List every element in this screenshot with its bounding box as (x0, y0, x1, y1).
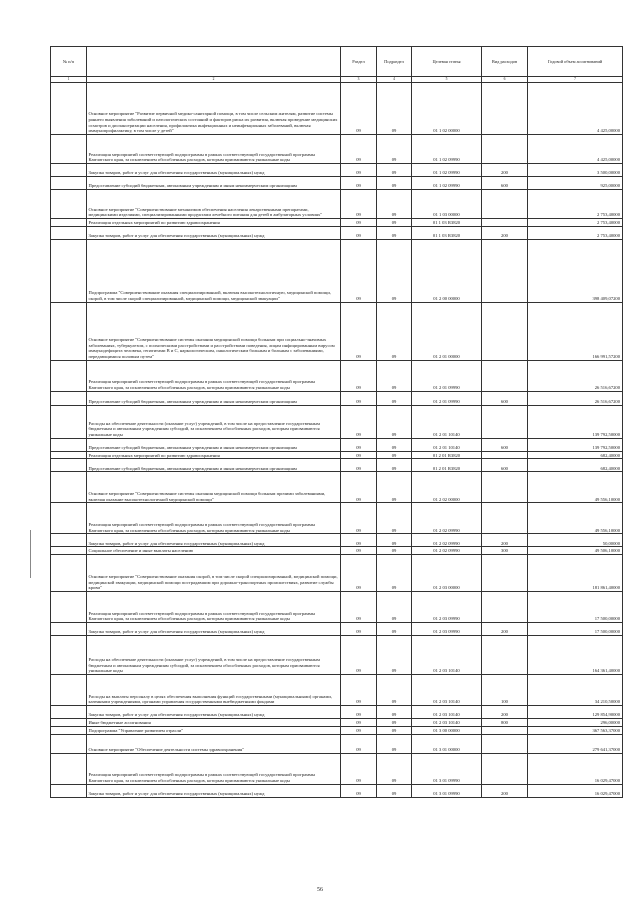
cell-subsection: 09 (377, 239, 412, 302)
cell-section: 09 (341, 438, 377, 451)
table-row (51, 734, 623, 753)
cell-number (51, 405, 87, 438)
cell-section: 09 (341, 451, 377, 459)
cell-target-article: 01 1 02 09990 (412, 135, 482, 164)
cell-expense-type (482, 360, 528, 391)
cell-section: 09 (341, 555, 377, 592)
cell-subsection: 09 (377, 405, 412, 438)
cell-amount: 398 409,07200 (528, 239, 623, 302)
cell-expense-type (482, 472, 528, 503)
table-row (51, 706, 623, 719)
cell-expense-type (482, 239, 528, 302)
cell-number (51, 734, 87, 753)
cell-number (51, 164, 87, 177)
cell-expense-type: 200 (482, 164, 528, 177)
cell-number (51, 534, 87, 547)
cell-subsection: 09 (377, 555, 412, 592)
cell-subsection: 09 (377, 164, 412, 177)
cell-amount: 164 361,40000 (528, 636, 623, 675)
cell-subsection: 09 (377, 226, 412, 239)
cell-expense-type (482, 135, 528, 164)
cell-name: Расходы на обеспечение деятельности (оказание услуг) учреждений, в том числе на предоставление государственным бюджетным и автономным учреждениям субсидий, за исключением обособленных расходов, которым присваиваются уникальные коды (87, 405, 341, 438)
cell-amount: 50,00000 (528, 534, 623, 547)
cell-number (51, 719, 87, 727)
cell-section: 09 (341, 753, 377, 784)
cell-target-article: 01 2 02 09990 (412, 534, 482, 547)
table-row (51, 219, 623, 227)
cell-amount: 181 861,40000 (528, 555, 623, 592)
header-number: № п/п (51, 47, 87, 77)
table-row (51, 190, 623, 219)
cell-name: Расходы на выплаты персоналу в целях обеспечения выполнения функций государственными (муниципальными) органами, казенными учреждениями, органами управления государственными внебюджетными фондами (87, 675, 341, 706)
cell-target-article: 01 3 01 00000 (412, 734, 482, 753)
table-row (51, 302, 623, 360)
header-expense-type: Вид расходов (482, 47, 528, 77)
cell-section: 09 (341, 226, 377, 239)
table-row (51, 391, 623, 405)
cell-number (51, 177, 87, 190)
table-row (51, 726, 623, 734)
cell-name: Закупка товаров, работ и услуг для обеспечения государственных (муниципальных) нужд (87, 623, 341, 636)
table-row (51, 592, 623, 623)
cell-subsection: 09 (377, 675, 412, 706)
cell-expense-type: 600 (482, 438, 528, 451)
cell-expense-type (482, 636, 528, 675)
cell-amount: 26 516,67200 (528, 391, 623, 405)
cell-target-article: 01 2 00 00000 (412, 239, 482, 302)
cell-number (51, 302, 87, 360)
cell-amount: 279 641,37000 (528, 734, 623, 753)
cell-target-article: 01 2 01 R3820 (412, 451, 482, 459)
cell-amount: 2 753,40000 (528, 190, 623, 219)
cell-name: Закупка товаров, работ и услуг для обеспечения государственных (муниципальных) нужд (87, 534, 341, 547)
cell-number (51, 547, 87, 555)
cell-target-article: 01 2 02 09990 (412, 547, 482, 555)
cell-subsection: 09 (377, 391, 412, 405)
cell-section: 09 (341, 503, 377, 534)
cell-amount: 26 516,67200 (528, 360, 623, 391)
cell-target-article: 01 1 02 09990 (412, 164, 482, 177)
table-row (51, 534, 623, 547)
cell-expense-type (482, 503, 528, 534)
cell-subsection: 09 (377, 547, 412, 555)
cell-target-article: 01 2 02 00000 (412, 472, 482, 503)
cell-amount: 367 563,37000 (528, 726, 623, 734)
cell-number (51, 190, 87, 219)
cell-name: Основное мероприятие "Развитие первичной медико-санитарной помощи, в том числе сельским жителям, развитие системы раннего выявления заболеваний и патологических состояний и факторов риска их развития, включая проведение медицинских осмотров и диспансеризации населения, профилактика инфекционных и неинфекционных заболеваний, включая иммунопрофилактику, в том числе у детей" (87, 83, 341, 135)
cell-name: Реализация мероприятий соответствующей подпрограммы в рамках соответствующей государственной программы Камчатского края, за исключением обособленных расходов, которым присваиваются уникальные коды (87, 360, 341, 391)
cell-subsection: 09 (377, 719, 412, 727)
cell-expense-type (482, 753, 528, 784)
header-amount: Годовой объем ассигнований (528, 47, 623, 77)
cell-target-article: 01 1 03 R3820 (412, 219, 482, 227)
cell-subsection: 09 (377, 734, 412, 753)
cell-section: 09 (341, 459, 377, 472)
cell-target-article: 01 2 01 09990 (412, 360, 482, 391)
cell-name: Закупка товаров, работ и услуг для обеспечения государственных (муниципальных) нужд (87, 226, 341, 239)
cell-section: 09 (341, 623, 377, 636)
cell-number (51, 636, 87, 675)
column-number: 1 (51, 77, 87, 83)
cell-amount: 925,00000 (528, 177, 623, 190)
cell-amount: 139 792,50000 (528, 405, 623, 438)
cell-subsection: 09 (377, 438, 412, 451)
header-target-article: Целевая статья (412, 47, 482, 77)
cell-expense-type: 100 (482, 675, 528, 706)
table-row (51, 636, 623, 675)
cell-target-article: 01 3 00 00000 (412, 726, 482, 734)
table-row (51, 623, 623, 636)
cell-amount: 4 425,00000 (528, 135, 623, 164)
cell-section: 09 (341, 83, 377, 135)
cell-subsection: 09 (377, 534, 412, 547)
cell-amount: 2 753,40000 (528, 219, 623, 227)
cell-amount: 3 500,00000 (528, 164, 623, 177)
cell-expense-type: 800 (482, 719, 528, 727)
cell-section: 09 (341, 177, 377, 190)
cell-section: 09 (341, 239, 377, 302)
cell-number (51, 555, 87, 592)
cell-target-article: 01 2 03 10140 (412, 719, 482, 727)
cell-name: Реализация мероприятий соответствующей подпрограммы в рамках соответствующей государственной программы Камчатского края, за исключением обособленных расходов, которым присваиваются уникальные коды (87, 592, 341, 623)
cell-subsection: 09 (377, 623, 412, 636)
cell-name: Закупка товаров, работ и услуг для обеспечения государственных (муниципальных) нужд (87, 164, 341, 177)
cell-number (51, 438, 87, 451)
table-row (51, 438, 623, 451)
cell-number (51, 592, 87, 623)
cell-name: Основное мероприятие "Совершенствование системы оказания медицинской помощи больным при социально-значимых заболеваниях, туберкулезом, с психическими расстройствами и расстройствами поведения, лицам инфицированным вирусом иммунодефицита человека, гепатитами B и C, наркологическим, онкологическим больным и больным с заболеваниями, передающимися половым путем" (87, 302, 341, 360)
table-row (51, 226, 623, 239)
header-subsection: Подраздел (377, 47, 412, 77)
cell-target-article: 01 3 01 09990 (412, 784, 482, 797)
cell-section: 09 (341, 405, 377, 438)
cell-section: 09 (341, 547, 377, 555)
cell-expense-type: 300 (482, 547, 528, 555)
cell-target-article: 01 2 03 09990 (412, 623, 482, 636)
header-name (87, 47, 341, 77)
cell-number (51, 706, 87, 719)
cell-subsection: 09 (377, 360, 412, 391)
cell-amount: 2 753,40000 (528, 226, 623, 239)
cell-target-article: 01 2 03 00000 (412, 555, 482, 592)
table-row (51, 547, 623, 555)
column-number: 2 (87, 77, 341, 83)
cell-number (51, 503, 87, 534)
table-row (51, 177, 623, 190)
cell-name: Реализация мероприятий соответствующей подпрограммы в рамках соответствующей государственной программы Камчатского края, за исключением обособленных расходов, которым присваиваются уникальные коды (87, 753, 341, 784)
table-row (51, 360, 623, 391)
cell-name: Основное мероприятие "Совершенствование системы оказания медицинской помощи больным прочими заболеваниями, включая оказание высокотехнологичной медицинской помощи" (87, 472, 341, 503)
table-row (51, 472, 623, 503)
cell-target-article: 01 2 03 10140 (412, 636, 482, 675)
cell-name: Предоставление субсидий бюджетным, автономным учреждениям и иным некоммерческим организациям (87, 459, 341, 472)
table-row (51, 753, 623, 784)
cell-name: Подпрограмма "Совершенствование оказания специализированной, включая высокотехнологичную, медицинской помощи, скорой, в том числе скорой специализированной, медицинской помощи, медицинской эвакуации" (87, 239, 341, 302)
cell-expense-type: 200 (482, 226, 528, 239)
cell-expense-type (482, 219, 528, 227)
cell-amount: 49 556,10000 (528, 472, 623, 503)
column-number: 4 (377, 77, 412, 83)
cell-expense-type (482, 726, 528, 734)
cell-target-article: 01 1 02 00000 (412, 83, 482, 135)
cell-expense-type (482, 405, 528, 438)
cell-target-article: 01 2 01 09990 (412, 391, 482, 405)
cell-section: 09 (341, 636, 377, 675)
cell-expense-type (482, 734, 528, 753)
cell-target-article: 01 1 02 09990 (412, 177, 482, 190)
page-number: 56 (317, 887, 323, 893)
cell-amount: 166 991,57200 (528, 302, 623, 360)
cell-number (51, 784, 87, 797)
cell-name: Реализация мероприятий соответствующей подпрограммы в рамках соответствующей государственной программы Камчатского края, за исключением обособленных расходов, которым присваиваются уникальные коды (87, 135, 341, 164)
cell-expense-type: 200 (482, 784, 528, 797)
cell-subsection: 09 (377, 83, 412, 135)
table-row (51, 405, 623, 438)
budget-table (50, 46, 623, 798)
cell-subsection: 09 (377, 706, 412, 719)
cell-expense-type (482, 190, 528, 219)
cell-subsection: 09 (377, 472, 412, 503)
cell-name: Закупка товаров, работ и услуг для обеспечения государственных (муниципальных) нужд (87, 784, 341, 797)
cell-name: Основное мероприятие "Совершенствование механизмов обеспечения населения лекарственными препаратами, медицинскими изделиями, специализированными продуктами лечебного питания для детей в амбулаторных условиях" (87, 190, 341, 219)
cell-subsection: 09 (377, 753, 412, 784)
cell-section: 09 (341, 302, 377, 360)
column-number: 3 (341, 77, 377, 83)
cell-section: 09 (341, 190, 377, 219)
cell-number (51, 360, 87, 391)
cell-number (51, 623, 87, 636)
cell-name: Основное мероприятие "Совершенствование оказания скорой, в том числе скорой специализированной, медицинской помощи, медицинской эвакуации, медицинской помощи пострадавшим при дорожно-транспортных происшествиях, развитие службы крови" (87, 555, 341, 592)
cell-subsection: 09 (377, 636, 412, 675)
cell-expense-type: 200 (482, 623, 528, 636)
cell-subsection: 09 (377, 135, 412, 164)
cell-number (51, 239, 87, 302)
cell-number (51, 391, 87, 405)
cell-expense-type: 600 (482, 459, 528, 472)
cell-subsection: 09 (377, 726, 412, 734)
cell-number (51, 459, 87, 472)
cell-amount: 139 792,50000 (528, 438, 623, 451)
cell-number (51, 753, 87, 784)
cell-expense-type (482, 83, 528, 135)
cell-subsection: 09 (377, 592, 412, 623)
cell-name: Реализация мероприятий соответствующей подпрограммы в рамках соответствующей государственной программы Камчатского края, за исключением обособленных расходов, которым присваиваются уникальные коды (87, 503, 341, 534)
cell-amount: 129 854,90000 (528, 706, 623, 719)
cell-section: 09 (341, 360, 377, 391)
cell-expense-type (482, 451, 528, 459)
cell-amount: 16 029,47000 (528, 753, 623, 784)
cell-number (51, 135, 87, 164)
cell-name: Подпрограмма "Управление развитием отрасли" (87, 726, 341, 734)
cell-amount: 4 425,00000 (528, 83, 623, 135)
cell-name: Основное мероприятие "Обеспечение деятельности системы здравоохранения" (87, 734, 341, 753)
cell-number (51, 726, 87, 734)
cell-amount: 296,00000 (528, 719, 623, 727)
cell-section: 09 (341, 734, 377, 753)
cell-number (51, 472, 87, 503)
table-row (51, 135, 623, 164)
cell-amount: 17 500,00000 (528, 592, 623, 623)
cell-section: 09 (341, 726, 377, 734)
cell-number (51, 219, 87, 227)
cell-name: Реализация отдельных мероприятий по развитию здравоохранения (87, 219, 341, 227)
table-header-row (51, 47, 623, 77)
table-row (51, 555, 623, 592)
cell-target-article: 01 2 03 09990 (412, 592, 482, 623)
cell-subsection: 09 (377, 451, 412, 459)
cell-amount: 682,40000 (528, 459, 623, 472)
cell-number (51, 675, 87, 706)
cell-target-article: 01 1 03 R3820 (412, 226, 482, 239)
cell-name: Расходы на обеспечение деятельности (оказание услуг) учреждений, в том числе на предоставление государственным бюджетным и автономным учреждениям субсидий, за исключением обособленных расходов, которым присваиваются уникальные коды (87, 636, 341, 675)
column-number: 7 (528, 77, 623, 83)
table-row (51, 83, 623, 135)
cell-section: 09 (341, 675, 377, 706)
cell-expense-type (482, 302, 528, 360)
table-row (51, 451, 623, 459)
cell-expense-type: 600 (482, 177, 528, 190)
column-number: 6 (482, 77, 528, 83)
table-row (51, 239, 623, 302)
cell-section: 09 (341, 719, 377, 727)
cell-expense-type: 200 (482, 706, 528, 719)
cell-name: Социальное обеспечение и иные выплаты населению (87, 547, 341, 555)
cell-expense-type (482, 555, 528, 592)
cell-amount: 16 029,47000 (528, 784, 623, 797)
cell-amount: 17 500,00000 (528, 623, 623, 636)
cell-section: 09 (341, 219, 377, 227)
margin-mark (30, 530, 31, 578)
cell-section: 09 (341, 391, 377, 405)
table-row (51, 164, 623, 177)
cell-name: Закупка товаров, работ и услуг для обеспечения государственных (муниципальных) нужд (87, 706, 341, 719)
cell-name: Предоставление субсидий бюджетным, автономным учреждениям и иным некоммерческим организациям (87, 438, 341, 451)
cell-target-article: 01 2 03 10140 (412, 675, 482, 706)
cell-section: 09 (341, 135, 377, 164)
table-row (51, 503, 623, 534)
column-number: 5 (412, 77, 482, 83)
cell-section: 09 (341, 592, 377, 623)
cell-target-article: 01 2 03 10140 (412, 706, 482, 719)
cell-subsection: 09 (377, 219, 412, 227)
cell-number (51, 226, 87, 239)
cell-section: 09 (341, 706, 377, 719)
table-row (51, 719, 623, 727)
cell-amount: 34 210,50000 (528, 675, 623, 706)
table-body (51, 83, 623, 798)
cell-expense-type (482, 592, 528, 623)
cell-target-article: 01 2 01 10140 (412, 405, 482, 438)
cell-target-article: 01 2 01 10140 (412, 438, 482, 451)
cell-number (51, 451, 87, 459)
header-section: Раздел (341, 47, 377, 77)
cell-subsection: 09 (377, 190, 412, 219)
cell-name: Реализация отдельных мероприятий по развитию здравоохранения (87, 451, 341, 459)
cell-target-article: 01 2 01 00000 (412, 302, 482, 360)
cell-section: 09 (341, 534, 377, 547)
cell-amount: 49 556,10000 (528, 503, 623, 534)
cell-name: Предоставление субсидий бюджетным, автономным учреждениям и иным некоммерческим организациям (87, 177, 341, 190)
table-row (51, 675, 623, 706)
table-row (51, 459, 623, 472)
cell-section: 09 (341, 472, 377, 503)
cell-subsection: 09 (377, 459, 412, 472)
cell-target-article: 01 2 01 R3820 (412, 459, 482, 472)
cell-amount: 49 506,10000 (528, 547, 623, 555)
cell-name: Предоставление субсидий бюджетным, автономным учреждениям и иным некоммерческим организациям (87, 391, 341, 405)
cell-number (51, 83, 87, 135)
cell-target-article: 01 2 02 09990 (412, 503, 482, 534)
cell-section: 09 (341, 164, 377, 177)
cell-section: 09 (341, 784, 377, 797)
cell-subsection: 09 (377, 503, 412, 534)
cell-expense-type: 600 (482, 391, 528, 405)
cell-subsection: 09 (377, 177, 412, 190)
cell-target-article: 01 1 03 00000 (412, 190, 482, 219)
cell-amount: 682,40000 (528, 451, 623, 459)
cell-expense-type: 200 (482, 534, 528, 547)
cell-subsection: 09 (377, 784, 412, 797)
cell-name: Иные бюджетные ассигнования (87, 719, 341, 727)
cell-target-article: 01 3 01 09990 (412, 753, 482, 784)
cell-subsection: 09 (377, 302, 412, 360)
table-row (51, 784, 623, 797)
